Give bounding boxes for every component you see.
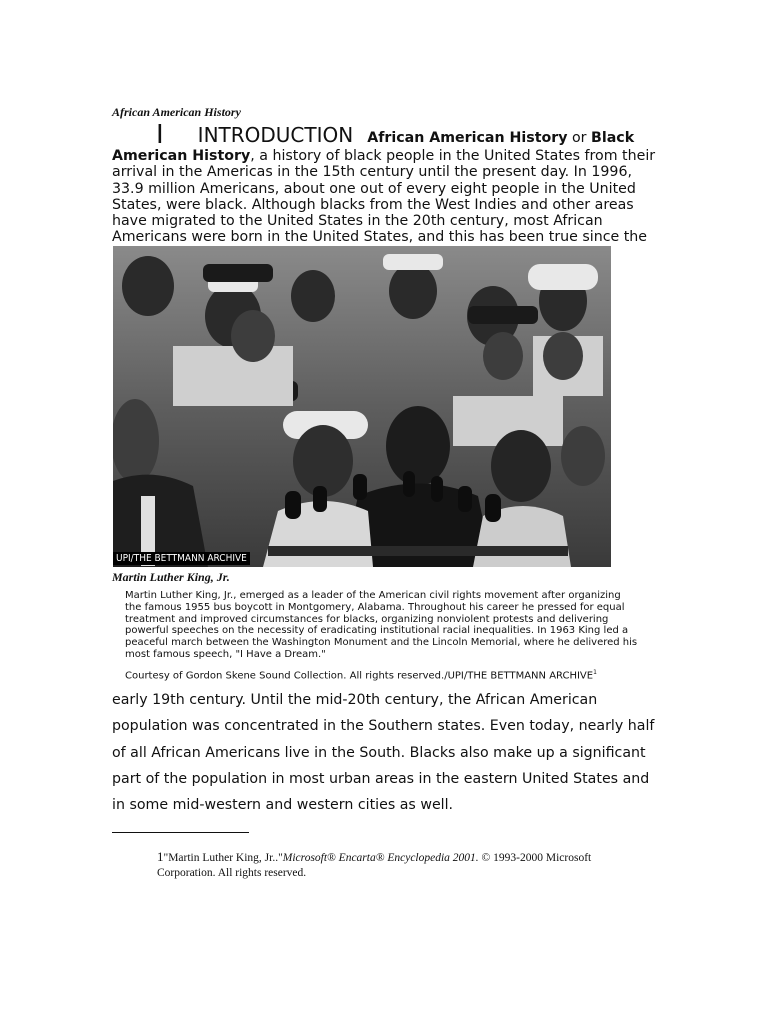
caption-title: Martin Luther King, Jr. <box>112 570 230 584</box>
intro-paragraph <box>112 122 657 245</box>
term-black-american-history: Black American History <box>112 130 635 164</box>
footnote <box>157 849 597 881</box>
continued-paragraph: early 19th century. Until the mid-20th century, the African American population was concentrated in the Southern states. Even today, nearly half of all African Americans live in the South. Blacks also make up a significant part of the population in most urban areas in the eastern United States and in some mid-western and western cities as well. <box>112 692 655 814</box>
footnote-reference[interactable]: 1 <box>593 669 597 676</box>
caption-courtesy <box>125 667 640 682</box>
photo-illustration <box>113 246 611 567</box>
photo-credit-badge: UPI/THE BETTMANN ARCHIVE <box>113 552 250 565</box>
mlk-photograph <box>113 246 611 567</box>
footnote-number: 1 <box>157 849 164 864</box>
term-african-american-history: African American History <box>367 130 568 146</box>
intro-body-text: , a history of black people in the United States from their arrival in the Americas in the 15th century until the present day. In 1996, 33.9 million Americans, about one out of every eight people in the United States, were black. Although blacks from the West Indies and other areas have migrated to the United States in the 20th century, most African Americans were born in the United States, and this has been true since the <box>112 148 656 245</box>
section-title: INTRODUCTION <box>197 123 354 147</box>
caption-body: Martin Luther King, Jr., emerged as a leader of the American civil rights movement after organizing the famous 1955 bus boycott in Montgomery, Alabama. Throughout his career he pressed for equal treatment and improved circumstances for blacks, organizing nonviolent protests and delivering powerful speeches on the necessity of eradicating institutional racial inequalities. In 1963 King led a peaceful march between the Washington Monument and the Lincoln Memorial, where he delivered his most famous speech, "I Have a Dream." <box>125 590 638 660</box>
footnote-quote: "Martin Luther King, Jr.." <box>163 852 283 864</box>
footnote-source: Microsoft® Encarta® Encyclopedia 2001. <box>282 852 479 864</box>
footnote-separator <box>112 832 249 833</box>
courtesy-text: Courtesy of Gordon Skene Sound Collection. All rights reserved./UPI/THE BETTMANN ARCHIVE <box>125 670 594 682</box>
section-number: I <box>156 122 164 150</box>
running-header: African American History <box>112 105 241 119</box>
footnote-rights: © 1993-2000 Microsoft Corporation. All rights reserved. <box>157 852 592 879</box>
term-connector: or <box>567 130 592 146</box>
